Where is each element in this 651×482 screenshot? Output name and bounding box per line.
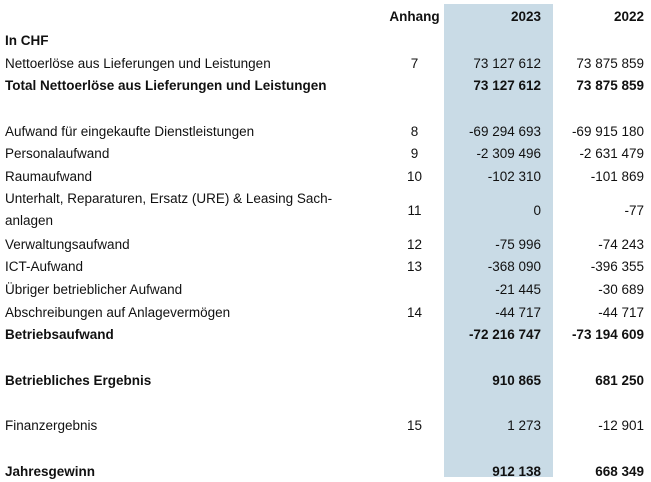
row-value-2023: -75 996 [495,236,541,252]
row-label: Raumaufwand [5,168,93,184]
spacer-row [0,97,651,120]
row-label: Total Nettoerlöse aus Lieferungen und Leistungen [5,78,327,94]
row-value-2023: 912 138 [492,463,541,479]
row-value-2022: -2 631 479 [579,146,644,162]
row-label: Abschreibungen auf Anlagevermögen [5,304,231,320]
row-label: Aufwand für eingekaufte Dienstleistungen [5,123,255,139]
row-label: Unterhalt, Reparaturen, Ersatz (URE) & Leasing Sach-anlagen [5,191,333,229]
row-value-2022: -44 717 [598,304,644,320]
row-value-2022: -101 869 [590,168,644,184]
currency-label: In CHF [5,32,49,48]
row-value-2023: -368 090 [487,259,541,275]
spacer-row [0,346,651,369]
row-label: Verwaltungsaufwand [5,236,130,252]
row-label: Nettoerlöse aus Lieferungen und Leistungen [5,55,271,71]
row-note [385,369,444,392]
row-value-2022: -12 901 [598,418,644,434]
row-annual-profit [0,460,651,482]
row-value-2023: 1 273 [507,418,541,434]
row-label: Übriger betrieblicher Aufwand [5,282,183,298]
row-financial-result [0,414,651,437]
row-note: 15 [406,418,423,434]
row-value-2022: 681 250 [595,372,644,388]
row-ict [0,256,651,279]
row-value-2023: 910 865 [492,372,541,388]
row-services-purchased [0,120,651,143]
row-label: Jahresgewinn [5,463,96,479]
row-label: Finanzergebnis [5,418,98,434]
row-value-2023: 0 [533,202,541,218]
row-administration [0,233,651,256]
row-note [385,278,444,301]
row-value-2023: -44 717 [495,304,541,320]
income-statement-table [0,4,651,482]
header-row [0,4,651,29]
row-label: ICT-Aufwand [5,259,84,275]
row-value-2023: 73 127 612 [473,55,541,71]
header-year-2022: 2022 [613,9,644,24]
row-value-2023: -102 310 [487,168,541,184]
row-note [385,324,444,347]
row-value-2022: -30 689 [598,282,644,298]
row-note: 13 [406,259,423,275]
row-note [385,74,444,97]
row-value-2022: -69 915 180 [571,123,644,139]
row-other-operating [0,278,651,301]
row-note: 10 [406,168,423,184]
row-value-2022: 73 875 859 [576,55,644,71]
header-label-cell [0,4,385,29]
row-label: Betriebsaufwand [5,327,114,343]
row-note [385,460,444,482]
row-value-2023: -72 216 747 [468,327,541,343]
row-premises [0,165,651,188]
row-label: Personalaufwand [5,146,110,162]
row-depreciation [0,301,651,324]
currency-row [0,29,651,52]
row-note: 8 [410,123,419,139]
row-value-2023: -21 445 [495,282,541,298]
row-note: 9 [410,146,419,162]
row-note: 12 [406,236,423,252]
row-operating-result [0,369,651,392]
row-value-2022: 668 349 [595,463,644,479]
row-operating-expenses [0,324,651,347]
row-value-2022: -396 355 [590,259,644,275]
row-label: Betriebliches Ergebnis [5,372,152,388]
spacer-row [0,437,651,460]
spacer-row [0,392,651,415]
row-value-2023: -69 294 693 [468,123,541,139]
row-value-2022: -74 243 [598,236,644,252]
row-value-2022: -73 194 609 [571,327,644,343]
row-net-revenue [0,52,651,75]
row-value-2022: 73 875 859 [576,78,644,94]
row-value-2023: -2 309 496 [476,146,541,162]
row-note: 11 [407,202,422,218]
row-total-net-revenue [0,74,651,97]
row-note: 14 [406,304,423,320]
header-notes: Anhang [389,9,440,24]
row-maintenance [0,188,651,233]
row-note: 7 [410,55,419,71]
row-value-2022: -77 [624,202,644,218]
header-year-2023: 2023 [510,9,541,24]
row-value-2023: 73 127 612 [473,78,541,94]
row-personnel [0,142,651,165]
